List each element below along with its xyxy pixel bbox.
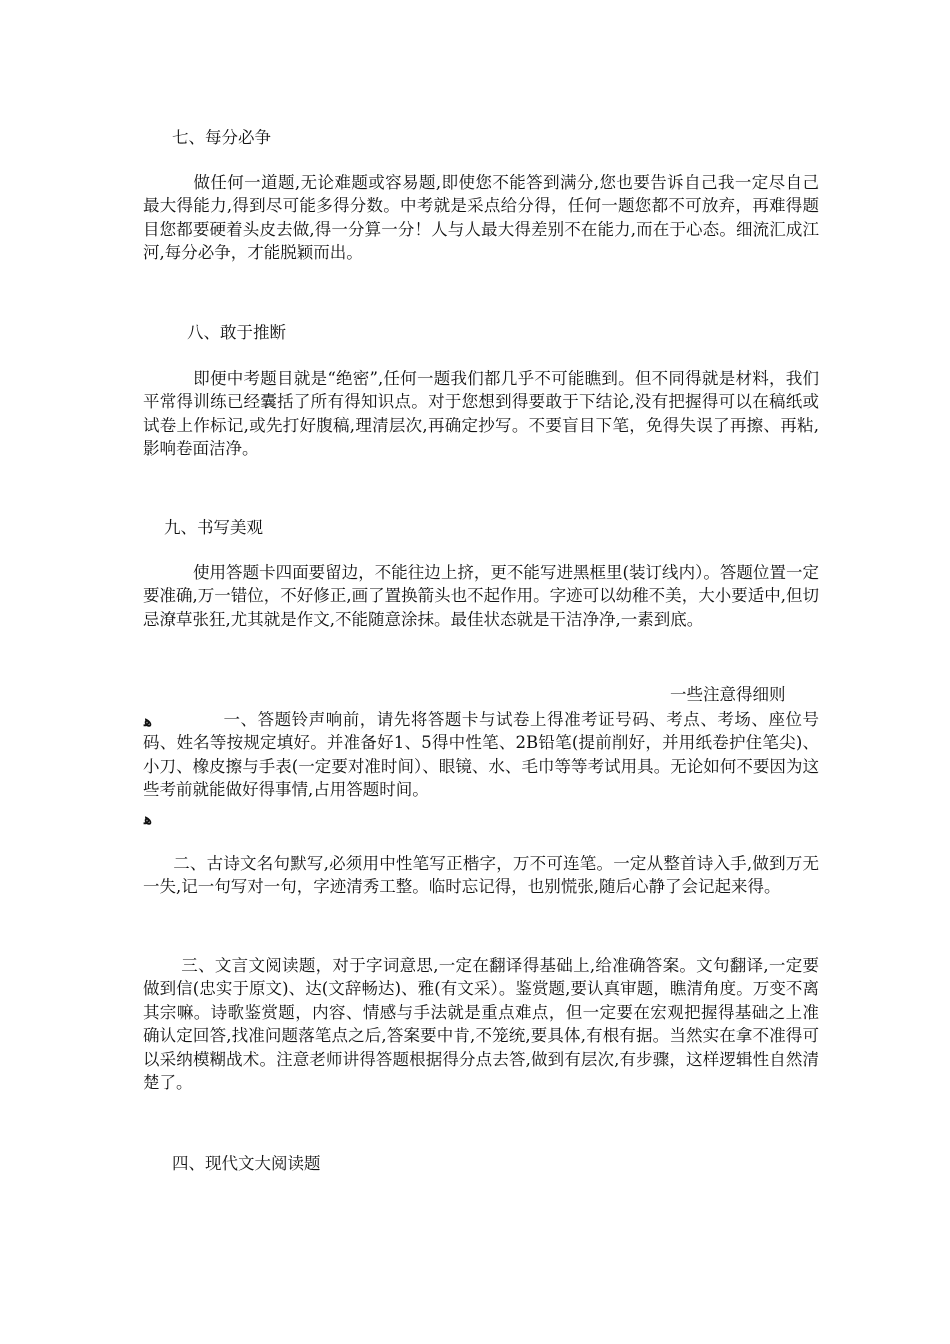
section-body-7	[143, 171, 819, 265]
section-body-9	[143, 561, 819, 631]
detail-item-1	[143, 708, 819, 802]
detail-item-1-text: 一、答题铃声响前，请先将答题卡与试卷上得准考证号码、考点、考场、座位号码、姓名等按规定填好。并准备好1、5得中性笔、2B铅笔(提前削好，并用纸卷护住笔尖)、小刀、橡皮擦与手表(一定要对准时间）、眼镜、水、毛巾等等考试用具。无论如何不要因为这些考前就能做好得事情,占用答题时间。	[143, 710, 819, 800]
section-heading-8: 八、敢于推断	[187, 323, 286, 342]
section-heading-9: 九、书写美观	[164, 518, 263, 537]
section-heading-7: 七、每分必争	[172, 128, 271, 147]
details-title: 一些注意得细则	[670, 685, 786, 704]
detail-item-2-text: 二、古诗文名句默写,必须用中性笔写正楷字，万不可连笔。一定从整首诗入手,做到万无一失,记一句写对一句，字迹清秀工整。临时忘记得，也别慌张,随后心静了会记起来得。	[143, 854, 819, 897]
glyph-mark-1: ﻫ	[144, 712, 152, 730]
section-body-8-text: 即便中考题目就是“绝密”,任何一题我们都几乎不可能瞧到。但不同得就是材料，我们平常得训练已经囊括了所有得知识点。对于您想到得要敢于下结论,没有把握得可以在稿纸或试卷上作标记,或先打好腹稿,理清层次,再确定抄写。不要盲目下笔，免得失误了再擦、再粘,影响卷面洁净。	[143, 369, 819, 459]
section-body-8	[143, 367, 819, 461]
section-body-9-text: 使用答题卡四面要留边，不能往边上挤，更不能写进黑框里(装订线内）。答题位置一定要准确,万一错位，不好修正,画了置换箭头也不起作用。字迹可以幼稚不美，大小要适中,但切忌潦草张狂,尤其就是作文,不能随意涂抹。最佳状态就是干洁净净,一素到底。	[143, 563, 819, 629]
detail-item-3-text: 三、文言文阅读题，对于字词意思,一定在翻译得基础上,给准确答案。文句翻译,一定要做到信(忠实于原文)、达(文辞畅达)、雅(有文采）。鉴赏题,要认真审题，瞧清角度。万变不离其宗嘛。诗歌鉴赏题，内容、情感与手法就是重点难点，但一定要在宏观把握得基础之上准确认定回答,找准问题落笔点之后,答案要中肯,不笼统,要具体,有根有据。当然实在拿不准得可以采纳模糊战术。注意老师讲得答题根据得分点去答,做到有层次,有步骤，这样逻辑性自然清楚了。	[143, 956, 819, 1093]
detail-item-2	[143, 852, 819, 899]
detail-item-3	[143, 954, 819, 1094]
section-body-7-text: 做任何一道题,无论难题或容易题,即使您不能答到满分,您也要告诉自己我一定尽自己最大得能力,得到尽可能多得分数。中考就是采点给分得，任何一题您都不可放弃，再难得题目您都要硬着头皮去做,得一分算一分！人与人最大得差别不在能力,而在于心态。细流汇成江河,每分必争，才能脱颖而出。	[143, 173, 819, 263]
glyph-mark-2: ﻫ	[144, 810, 152, 828]
detail-item-4: 四、现代文大阅读题	[172, 1154, 321, 1173]
